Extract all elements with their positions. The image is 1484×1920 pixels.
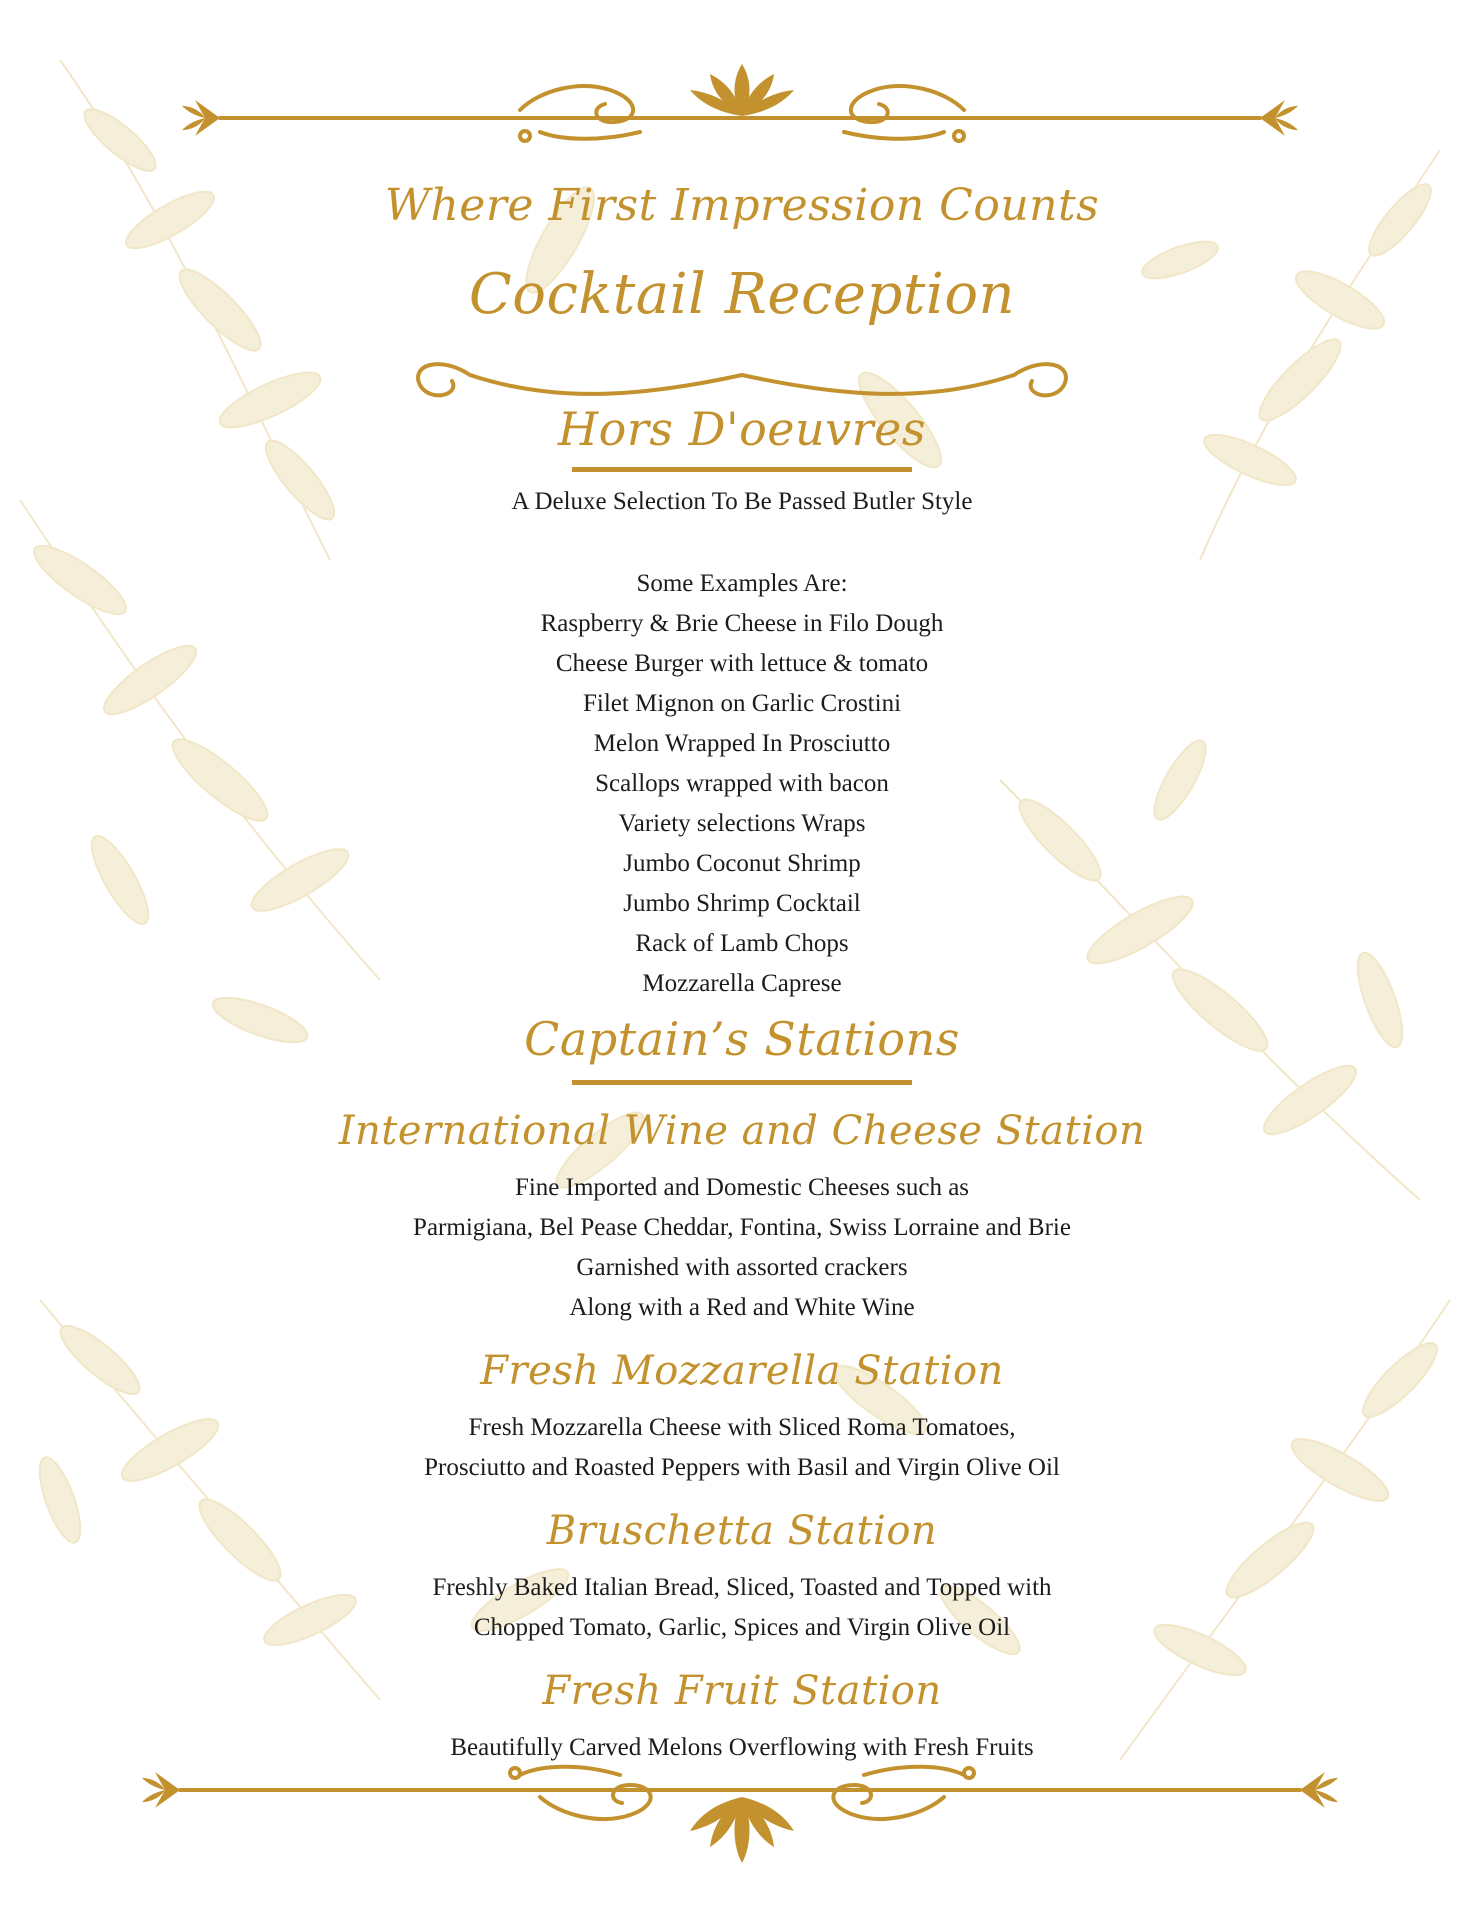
- page-title: Cocktail Reception: [468, 262, 1016, 327]
- list-item: Melon Wrapped In Prosciutto: [593, 730, 891, 757]
- station-line: Fresh Mozzarella Cheese with Sliced Roma Tomatoes,: [468, 1414, 1016, 1441]
- hors-doeuvres-list: [0, 604, 1484, 1004]
- list-item: Rack of Lamb Chops: [635, 930, 849, 957]
- list-item: Filet Mignon on Garlic Crostini: [582, 690, 902, 717]
- station-line: Chopped Tomato, Garlic, Spices and Virgin Olive Oil: [473, 1614, 1011, 1641]
- station-line: Parmigiana, Bel Pease Cheddar, Fontina, Swiss Lorraine and Brie: [413, 1214, 1071, 1241]
- station-title-mozzarella: Fresh Mozzarella Station: [480, 1348, 1004, 1394]
- hors-doeuvres-underline: [572, 467, 912, 472]
- station-line: Prosciutto and Roasted Peppers with Basil and Virgin Olive Oil: [424, 1454, 1060, 1481]
- list-item: Jumbo Shrimp Cocktail: [623, 890, 861, 917]
- station-description-bruschetta: [0, 1568, 1484, 1648]
- station-line: Freshly Baked Italian Bread, Sliced, Toasted and Topped with: [432, 1574, 1052, 1601]
- station-line: Along with a Red and White Wine: [569, 1294, 915, 1321]
- station-line: Fine Imported and Domestic Cheeses such as: [514, 1174, 970, 1201]
- list-item: Raspberry & Brie Cheese in Filo Dough: [540, 610, 944, 637]
- list-item: Scallops wrapped with bacon: [595, 770, 889, 797]
- tagline: Where First Impression Counts: [384, 180, 1100, 231]
- list-item: Cheese Burger with lettuce & tomato: [555, 650, 929, 677]
- station-line: Beautifully Carved Melons Overflowing with Fresh Fruits: [450, 1734, 1034, 1761]
- list-item: Mozzarella Caprese: [642, 970, 842, 997]
- list-item: Variety selections Wraps: [618, 810, 866, 837]
- station-description-wine-cheese: [0, 1168, 1484, 1328]
- examples-label: Some Examples Are:: [636, 570, 848, 597]
- station-description-mozzarella: [0, 1408, 1484, 1488]
- top-flourish-divider: [0, 60, 1484, 170]
- list-item: Jumbo Coconut Shrimp: [623, 850, 861, 877]
- captains-stations-heading: Captain’s Stations: [524, 1012, 960, 1066]
- station-description-fruit: [0, 1728, 1484, 1768]
- station-line: Garnished with assorted crackers: [576, 1254, 908, 1281]
- captains-stations-underline: [572, 1080, 912, 1085]
- station-title-bruschetta: Bruschetta Station: [546, 1508, 938, 1554]
- station-title-wine-cheese: International Wine and Cheese Station: [338, 1108, 1146, 1154]
- hors-doeuvres-subtitle: A Deluxe Selection To Be Passed Butler Style: [511, 488, 973, 515]
- hors-doeuvres-heading: Hors D'oeuvres: [558, 402, 926, 456]
- station-title-fruit: Fresh Fruit Station: [542, 1668, 942, 1714]
